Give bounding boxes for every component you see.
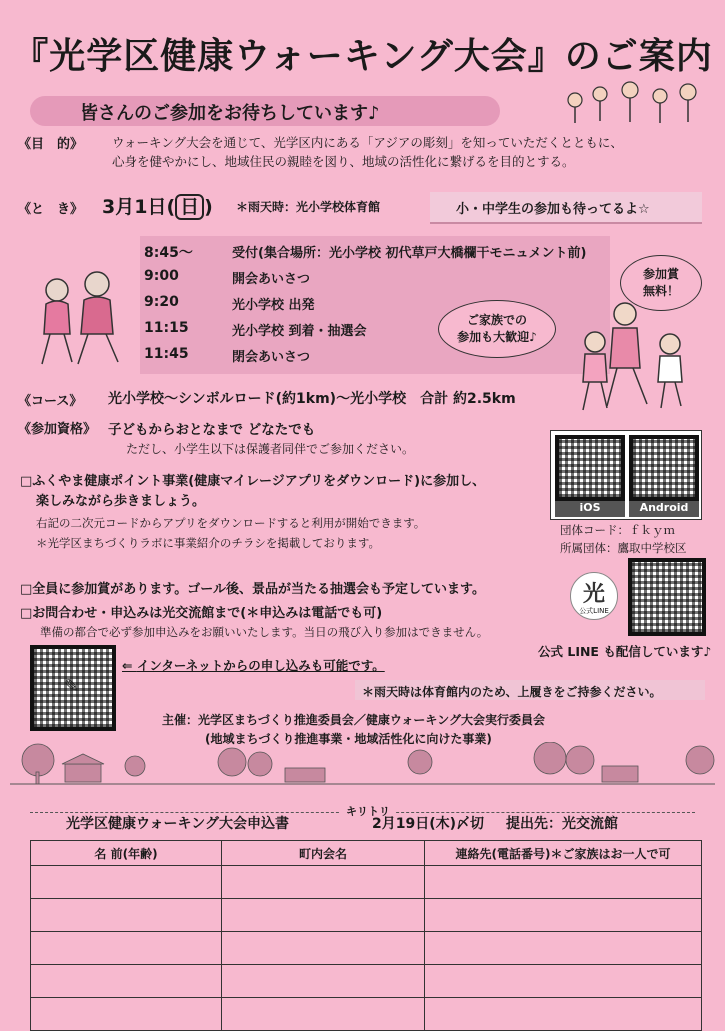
form-cell-name[interactable] [31,965,222,998]
organizer-line-2: (地域まちづくり推進事業・地域活性化に向けた事業) [205,732,492,746]
prize-line: □全員に参加賞があります。ゴール後、景品が当たる抽選会も予定しています。 [20,582,485,597]
purpose-line-1: ウォーキング大会を通じて、光学区内にある「アジアの彫刻」を知っていただくとともに、 [112,135,623,150]
schedule-desc: 光小学校 到着・抽選会 [232,324,367,339]
column-header-contact: 連絡先(電話番号)＊ご家族はお一人で可 [425,841,702,866]
internet-notice-text: インターネットからの申し込みも可能です。 [136,658,385,673]
form-row [31,899,702,932]
form-header-row [31,841,702,866]
event-date [102,192,213,219]
welcome-banner [30,96,500,126]
form-cell-town[interactable] [222,998,425,1031]
form-cell-name[interactable] [31,866,222,899]
prize-bubble-line-1: 参加賞 [642,267,679,281]
form-cell-town[interactable] [222,965,425,998]
line-logo-text: 公式LINE [579,607,609,615]
column-header-name: 名 前(年齢) [31,841,222,866]
schedule-time: 9:00 [144,268,179,284]
schedule-desc: 閉会あいさつ [232,350,311,365]
form-deadline: 2月19日(木)〆切 [372,816,485,832]
schedule-time: 11:15 [144,320,189,336]
contact-line-1: □お問合わせ・申込みは光交流館まで(＊申込みは電話でも可) [20,606,383,621]
official-line-logo-icon [570,572,618,620]
people-illustration-icon [560,80,710,132]
form-title: 光学区健康ウォーキング大会申込書 [66,816,290,832]
cut-label: キリトリ [340,803,396,819]
contact-line-2: 準備の都合で必ず参加申込みをお願いいたします。当日の飛び入り参加はできません。 [40,625,489,639]
form-cell-name[interactable] [31,932,222,965]
schedule-time: 11:45 [144,346,189,362]
android-label: Android [629,501,699,517]
course-text: 光小学校～シンボルロード(約1km)～光小学校 合計 約2.5km [108,391,516,407]
internet-notice [122,656,385,674]
family-bubble-line-1: ご家族での [466,313,527,327]
form-cell-town[interactable] [222,932,425,965]
group-code: 団体コード：ｆｋｙｍ [560,523,675,537]
event-date-prefix: 3月1日( [102,196,176,218]
health-point-line-1: □ふくやま健康ポイント事業(健康マイレージアプリをダウンロード)に参加し、 [20,474,486,489]
family-bubble-line-2: 参加も大歓迎♪ [457,330,537,344]
eligibility-label: 《参加資格》 [18,422,97,437]
course-label: 《コース》 [18,394,83,409]
eligibility-line-2: ただし、小学生以下は保護者同伴でご参加ください。 [126,442,415,456]
health-point-line-3: 右記の二次元コードからアプリをダウンロードすると利用が開始できます。 [36,516,426,530]
town-skyline-icon [10,742,715,787]
organizer-line-1: 主催：光学区まちづくり推進委員会／健康ウォーキング大会実行委員会 [162,713,546,727]
purpose-line-2: 心身を健やかにし、地域住民の親睦を図り、地域の活性化に繋げるを目的とする。 [112,154,575,169]
when-label: 《と き》 [18,202,84,217]
line-notice: 公式 LINE も配信しています♪ [538,644,712,659]
line-logo-char: 光 [582,582,605,607]
column-header-town: 町内会名 [222,841,425,866]
elderly-walkers-icon [22,262,132,372]
rain-notice: ＊雨天時は体育館内のため、上履きをご持参ください。 [362,685,662,699]
eligibility-line-1: 子どもからおとなまで どなたでも [108,422,316,438]
form-cell-name[interactable] [31,899,222,932]
form-cell-contact[interactable] [425,899,702,932]
form-cell-contact[interactable] [425,866,702,899]
form-cell-contact[interactable] [425,932,702,965]
form-cell-town[interactable] [222,899,425,932]
health-point-line-4: ＊光学区まちづくりラボに事業紹介のチラシを掲載しております。 [36,536,380,550]
form-cell-name[interactable] [31,998,222,1031]
event-date-day: 日 [175,194,204,220]
ios-qr-code[interactable] [555,435,625,501]
android-qr-code[interactable] [629,435,699,501]
app-qr-panel [550,430,702,520]
line-qr-code[interactable] [628,558,706,636]
schedule-time: 8:45～ [144,245,193,261]
family-bubble [438,300,556,358]
form-row [31,965,702,998]
application-form-table [30,840,702,1031]
form-cell-contact[interactable] [425,965,702,998]
page-title: 『光学区健康ウォーキング大会』のご案内 [12,36,713,77]
form-cell-town[interactable] [222,866,425,899]
schedule-desc: 受付(集合場所：光小学校 初代草戸大橋欄干モニュメント前) [232,246,587,261]
schedule-time: 9:20 [144,294,179,310]
form-row [31,998,702,1031]
purpose-label: 《目 的》 [18,137,84,152]
health-point-line-2: 楽しみながら歩きましょう。 [36,494,206,509]
form-row [31,932,702,965]
group-org: 所属団体：鷹取中学校区 [560,541,687,555]
schedule-desc: 開会あいさつ [232,272,311,287]
pencil-icon: ✎ [64,676,80,697]
form-cell-contact[interactable] [425,998,702,1031]
event-date-suffix: ) [204,196,213,218]
ios-label: iOS [555,501,625,517]
kids-banner-text: 小・中学生の参加も待ってるよ☆ [456,202,650,217]
prize-bubble-line-2: 無料！ [642,284,679,298]
rain-venue: ＊雨天時：光小学校体育館 [236,200,381,214]
kids-banner [430,192,702,224]
form-row [31,866,702,899]
schedule-desc: 光小学校 出発 [232,298,315,313]
form-submit-to: 提出先：光交流館 [506,816,618,832]
welcome-banner-text: 皆さんのご参加をお待ちしています♪ [80,103,380,124]
left-arrow-icon: ⇐ [122,658,137,673]
family-walking-icon [565,300,695,415]
